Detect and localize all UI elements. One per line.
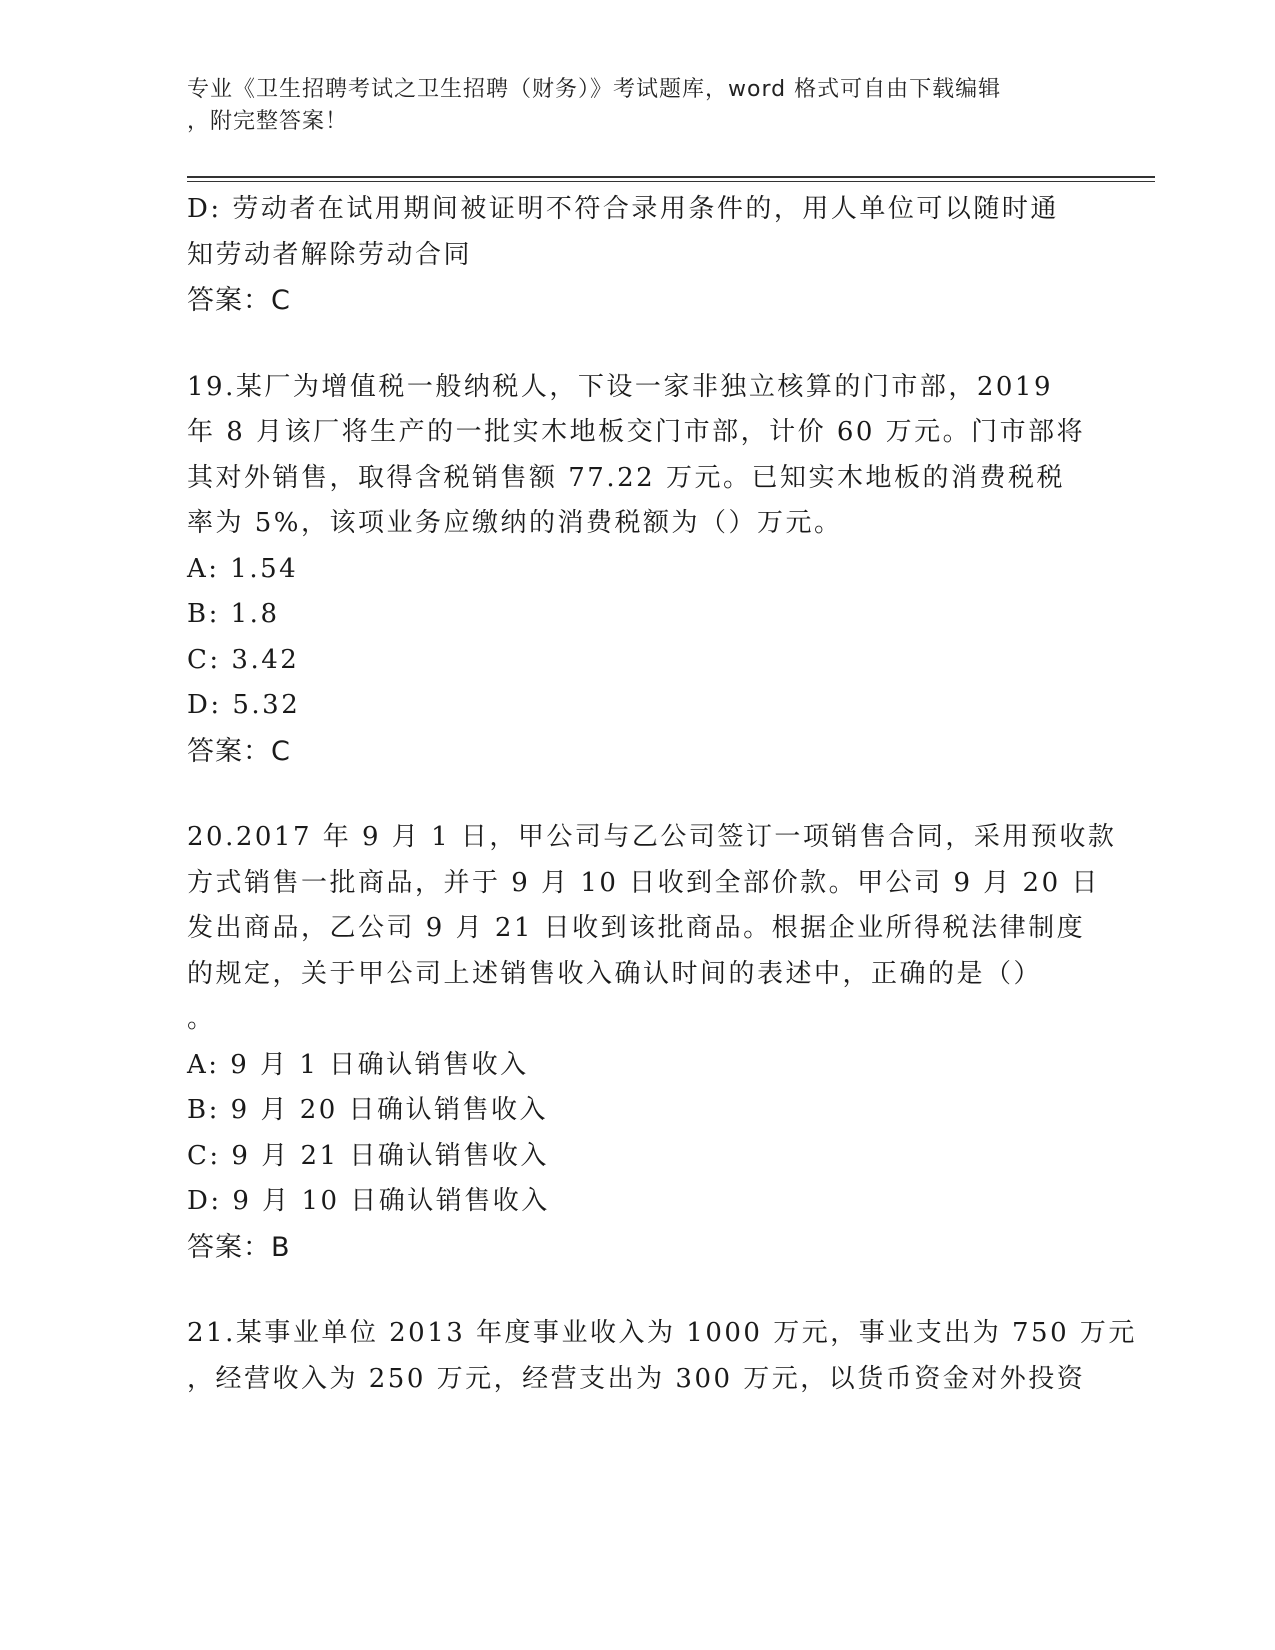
- option-d-continued: 知劳动者解除劳动合同: [187, 239, 473, 270]
- question-stem-line: 方式销售一批商品，并于 9 月 10 日收到全部价款。甲公司 9 月 20 日: [187, 867, 1100, 898]
- question-stem-line: 。: [187, 1004, 216, 1034]
- option-b: B: 9 月 20 日确认销售收入: [187, 1095, 549, 1125]
- option-d: D: 劳动者在试用期间被证明不符合录用条件的，用人单位可以随时通: [187, 194, 1059, 224]
- header-divider-thin: [187, 181, 1155, 182]
- question-stem-line: 19.某厂为增值税一般纳税人，下设一家非独立核算的门市部，2019: [187, 371, 1054, 402]
- answer-label: 答案：B: [187, 1231, 291, 1263]
- question-21: [187, 1311, 1137, 1402]
- question-stem-line: 20.2017 年 9 月 1 日，甲公司与乙公司签订一项销售合同，采用预收款: [187, 822, 1117, 852]
- question-18-tail: [187, 187, 1077, 324]
- option-b: B: 1.8: [187, 599, 280, 629]
- question-stem-line: 的规定，关于甲公司上述销售收入确认时间的表述中，正确的是（）: [187, 958, 1043, 989]
- option-a: A: 9 月 1 日确认销售收入: [187, 1049, 529, 1080]
- option-c: C: 3.42: [187, 644, 300, 675]
- question-19: [187, 365, 1086, 775]
- question-stem-line: 21.某事业单位 2013 年度事业收入为 1000 万元，事业支出为 750 万元: [187, 1318, 1137, 1348]
- option-c: C: 9 月 21 日确认销售收入: [187, 1140, 549, 1171]
- question-stem-line: 发出商品，乙公司 9 月 21 日收到该批商品。根据企业所得税法律制度: [187, 913, 1086, 943]
- question-stem-line: 年 8 月该厂将生产的一批实木地板交门市部，计价 60 万元。门市部将: [187, 417, 1086, 447]
- question-stem-line: 其对外销售，取得含税销售额 77.22 万元。已知实木地板的消费税税: [187, 462, 1065, 493]
- question-stem-line: 率为 5%，该项业务应缴纳的消费税额为（）万元。: [187, 508, 843, 538]
- answer-label: 答案：C: [187, 285, 291, 316]
- document-header: [187, 74, 1077, 138]
- answer-label: 答案：C: [187, 735, 291, 767]
- option-d: D: 5.32: [187, 690, 301, 720]
- question-20: [187, 815, 1117, 1270]
- question-stem-line: ，经营收入为 250 万元，经营支出为 300 万元，以货币资金对外投资: [187, 1363, 1086, 1394]
- header-line-1: 专业《卫生招聘考试之卫生招聘（财务）》考试题库，word 格式可自由下载编辑: [187, 77, 1002, 102]
- question-content: [187, 187, 1137, 1402]
- option-a: A: 1.54: [187, 553, 299, 584]
- header-divider-thick: [187, 176, 1155, 178]
- option-d: D: 9 月 10 日确认销售收入: [187, 1186, 550, 1216]
- header-line-2: ，附完整答案！: [187, 109, 349, 134]
